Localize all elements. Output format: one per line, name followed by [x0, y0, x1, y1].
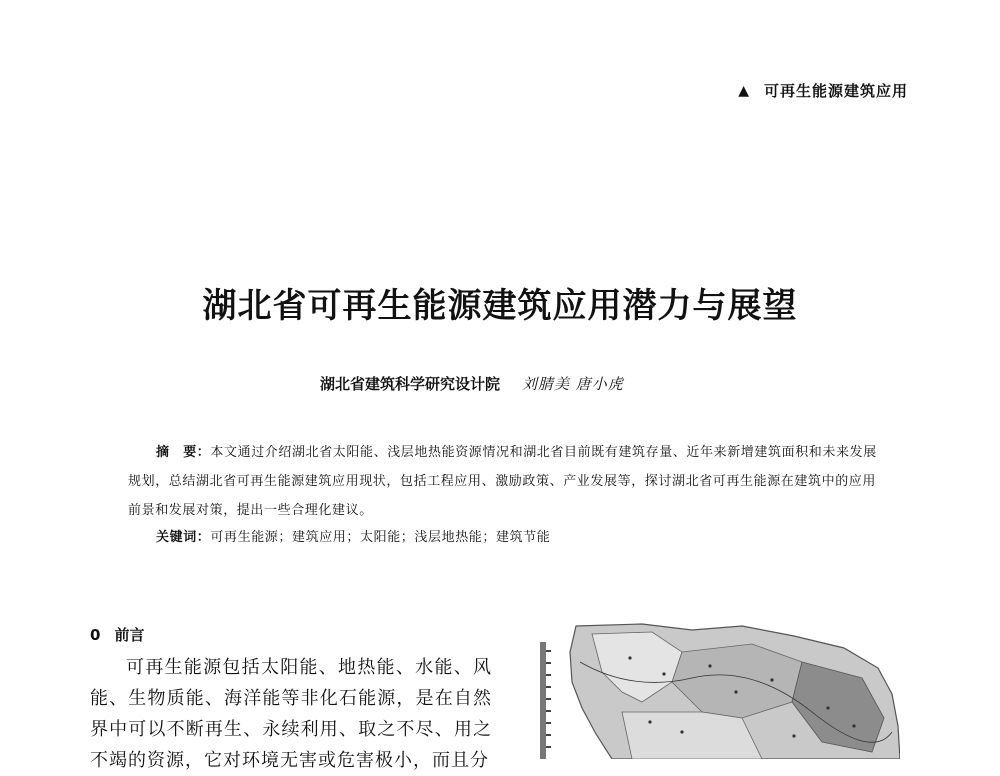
abstract-text: 本文通过介绍湖北省太阳能、浅层地热能资源情况和湖北省目前既有建筑存量、近年来新增建筑面积和未来发展规划，总结湖北省可再生能源建筑应用现状，包括工程应用、激励政策、产业发展等，探讨湖北省可再生能源在建筑中的应用前景和发展对策，提出一些合理化建议。: [128, 445, 877, 518]
keywords-label: 关键词：: [156, 530, 211, 545]
triangle-marker-icon: ▲: [738, 82, 750, 99]
abstract-label: 摘 要：: [156, 445, 211, 460]
byline: [320, 373, 624, 394]
authors: 刘腈美 唐小虎: [522, 375, 624, 393]
abstract: [128, 438, 878, 525]
resource-map-figure: [532, 622, 900, 759]
running-header: [738, 80, 908, 101]
map-scale-bar: [540, 642, 551, 759]
running-header-text: 可再生能源建筑应用: [763, 82, 908, 100]
section-number: 0: [90, 626, 101, 644]
paper-title: 湖北省可再生能源建筑应用潜力与展望: [202, 286, 798, 326]
keywords: [156, 526, 876, 545]
map-zone-lower: [622, 712, 762, 759]
section-title: 前言: [114, 626, 145, 644]
section-heading: [90, 624, 144, 645]
body-paragraph: 可再生能源包括太阳能、地热能、水能、风能、生物质能、海洋能等非化石能源，是在自然界中可以不断再生、永续利用、取之不尽、用之不竭的资源，它对环境无害或危害极小，而且分: [90, 657, 492, 771]
institution: 湖北省建筑科学研究设计院: [320, 375, 501, 393]
keywords-text: 可再生能源；建筑应用；太阳能；浅层地热能；建筑节能: [210, 530, 551, 545]
